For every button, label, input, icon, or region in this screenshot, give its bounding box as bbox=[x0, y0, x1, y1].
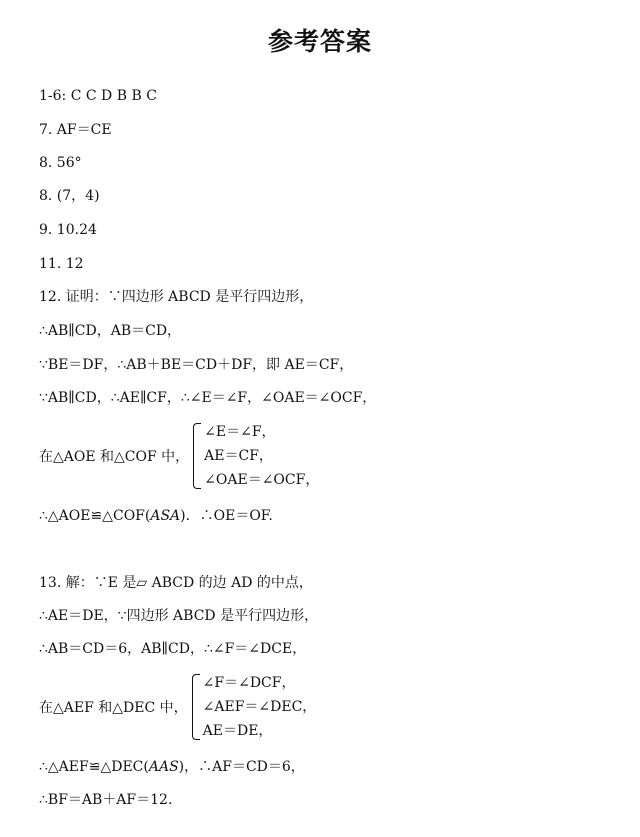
brace bbox=[192, 674, 200, 740]
q12-equation-system bbox=[39, 423, 319, 489]
q12-line-3: ∵BE＝DF，∴AB＋BE＝CD＋DF，即 AE＝CF， bbox=[39, 357, 354, 373]
q12-conclusion bbox=[39, 507, 273, 525]
q12-condition-1: ∠E＝∠F， bbox=[204, 424, 276, 440]
q12-line-4: ∵AB∥CD，∴AE∥CF，∴∠E＝∠F，∠OAE＝∠OCF， bbox=[39, 390, 377, 406]
q13-system-lead: 在△AEF 和△DEC 中， bbox=[39, 700, 188, 716]
q13-condition-1: ∠F＝∠DCF， bbox=[202, 675, 296, 691]
q13-conclusion-criterion: AAS bbox=[148, 759, 179, 775]
page-title: 参考答案 bbox=[267, 27, 372, 56]
q13-conclusion-pre: ∴△AEF≌△DEC( bbox=[39, 759, 149, 775]
answer-11: 11. 12 bbox=[39, 256, 84, 272]
q12-system-lead: 在△AOE 和△COF 中， bbox=[39, 449, 190, 465]
q13-equation-system bbox=[39, 674, 316, 740]
answer-9: 9. 10.24 bbox=[39, 222, 97, 238]
answer-8b: 8. (7，4) bbox=[39, 188, 100, 204]
q12-condition-2: AE＝CF， bbox=[204, 448, 273, 464]
q13-condition-2: ∠AEF＝∠DEC， bbox=[202, 699, 317, 715]
q13-final-line: ∴BF＝AB＋AF＝12. bbox=[39, 792, 173, 808]
q13-line-1: 13. 解：∵E 是▱ ABCD 的边 AD 的中点， bbox=[39, 575, 313, 591]
q12-line-2: ∴AB∥CD，AB＝CD， bbox=[39, 323, 182, 339]
brace bbox=[193, 423, 201, 489]
q13-conclusion bbox=[39, 758, 305, 776]
q13-conclusion-post: )，∴AF＝CD＝6， bbox=[178, 759, 305, 775]
answer-8a: 8. 56° bbox=[39, 155, 82, 171]
q13-condition-3: AE＝DE， bbox=[202, 723, 273, 739]
q12-conclusion-post: )．∴OE＝OF. bbox=[180, 508, 273, 524]
answer-7: 7. AF＝CE bbox=[39, 122, 112, 138]
q12-conclusion-criterion: ASA bbox=[150, 508, 181, 524]
q12-line-1: 12. 证明：∵四边形 ABCD 是平行四边形， bbox=[39, 289, 314, 305]
q12-conclusion-pre: ∴△AOE≌△COF( bbox=[39, 508, 151, 524]
q12-condition-3: ∠OAE＝∠OCF， bbox=[204, 472, 320, 488]
answer-1-6: 1-6: C C D B B C bbox=[39, 88, 157, 104]
q13-line-3: ∴AB＝CD＝6，AB∥CD，∴∠F＝∠DCE， bbox=[39, 641, 307, 657]
q13-line-2: ∴AE＝DE，∵四边形 ABCD 是平行四边形， bbox=[39, 608, 319, 624]
